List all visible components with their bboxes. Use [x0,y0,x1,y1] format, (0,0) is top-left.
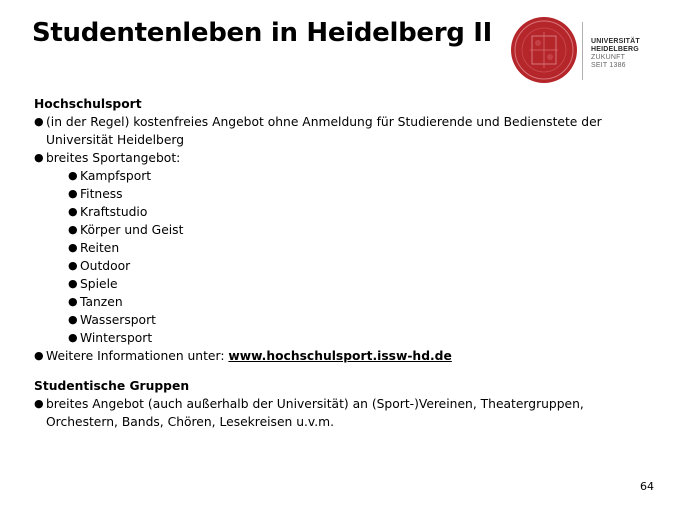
sport-item [58,239,654,257]
slide-body [34,95,654,431]
list-item-text: breites Angebot (auch außerhalb der Universität) an (Sport-)Vereinen, Theatergruppen, Orchestern, Bands, Chören, Lesekreisen u.v.m. [46,397,584,429]
gruppen-list [34,395,654,431]
hochschulsport-website-link[interactable]: www.hochschulsport.issw-hd.de [228,349,452,363]
section-heading-studentische-gruppen: Studentische Gruppen [34,379,190,393]
sport-item [58,185,654,203]
bullet-icon: ● [68,223,78,236]
page-number: 64 [640,480,654,493]
bullet-icon: ● [68,259,78,272]
sport-label: Spiele [80,277,118,291]
list-item-text: (in der Regel) kostenfreies Angebot ohne Anmeldung für Studierende und Bedienstete der Universität Heidelberg [46,115,602,147]
sport-item [58,293,654,311]
sport-label: Wintersport [80,331,153,345]
bullet-icon: ● [68,295,78,308]
list-item [34,347,654,365]
bullet-icon: ● [68,313,78,326]
university-seal-logo [510,16,578,84]
sport-item [58,275,654,293]
sport-item [58,257,654,275]
bullet-icon: ● [68,205,78,218]
sport-item [58,311,654,329]
bullet-icon: ● [34,397,44,410]
bullet-icon: ● [68,241,78,254]
hochschulsport-list [34,113,654,365]
bullet-icon: ● [68,187,78,200]
sport-label: Kraftstudio [80,205,148,219]
bullet-icon: ● [68,331,78,344]
sports-list [58,167,654,347]
section-spacer [34,365,654,377]
list-item-text: breites Sportangebot: [46,151,181,165]
section-heading-hochschulsport: Hochschulsport [34,97,142,111]
sport-item [58,167,654,185]
list-item [34,395,654,431]
logo-line-4: SEIT 1386 [591,62,626,69]
logo-line-3: ZUKUNFT [591,54,626,61]
sport-label: Tanzen [80,295,123,309]
list-item [34,113,654,149]
logo-divider [582,22,583,80]
logo-line-1: UNIVERSITÄT [591,38,640,45]
sport-label: Wassersport [80,313,156,327]
university-logo-wordmark [591,38,640,70]
info-prefix: Weitere Informationen unter: [46,349,229,363]
sport-item [58,329,654,347]
sport-item [58,203,654,221]
sport-item [58,221,654,239]
bullet-icon: ● [34,349,44,362]
sport-label: Kampfsport [80,169,152,183]
bullet-icon: ● [68,277,78,290]
sport-label: Körper und Geist [80,223,184,237]
bullet-icon: ● [68,169,78,182]
logo-line-2: HEIDELBERG [591,46,639,53]
bullet-icon: ● [34,151,44,164]
sport-label: Fitness [80,187,123,201]
bullet-icon: ● [34,115,44,128]
slide-title: Studentenleben in Heidelberg II [32,18,493,48]
list-item [34,149,654,347]
sport-label: Outdoor [80,259,131,273]
sport-label: Reiten [80,241,120,255]
